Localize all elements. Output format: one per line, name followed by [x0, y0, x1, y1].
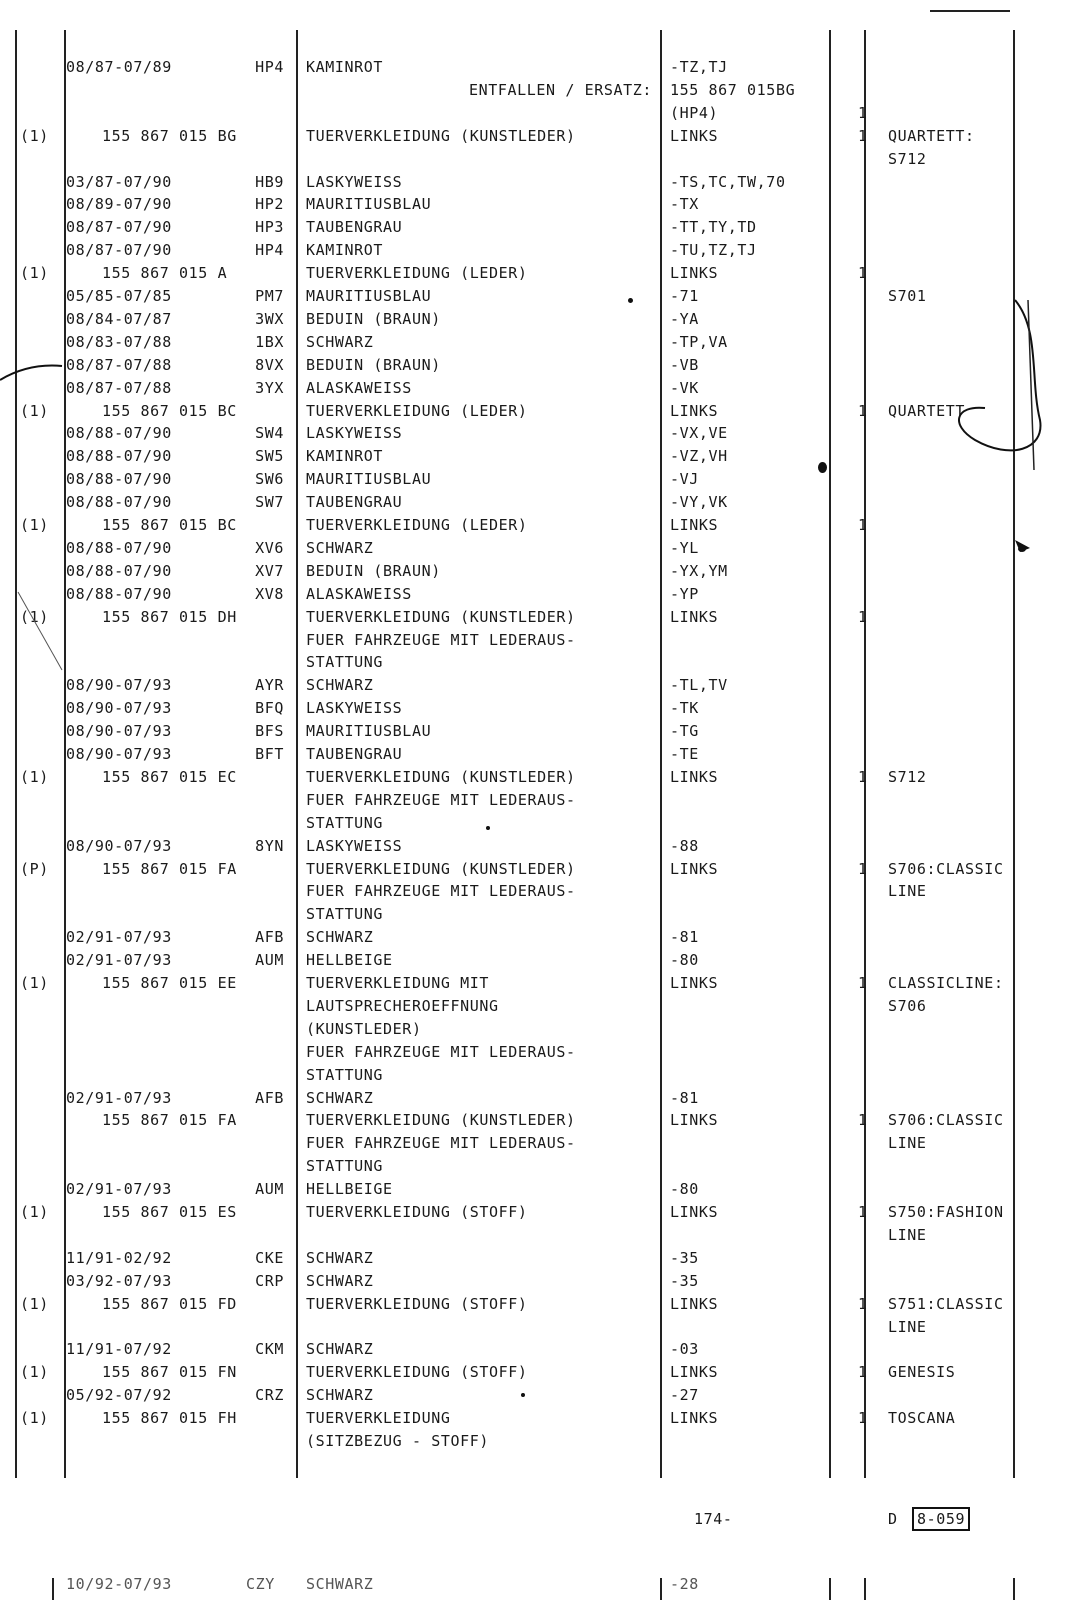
- scan-speck: [521, 1393, 525, 1397]
- scan-speck: [818, 462, 827, 473]
- color-code: SW5: [255, 447, 284, 466]
- description: SCHWARZ: [306, 1271, 374, 1290]
- table-row: [0, 974, 1084, 997]
- row-marker: (1): [20, 401, 49, 420]
- remark: S751:CLASSIC: [888, 1294, 1004, 1313]
- table-row: [0, 58, 1084, 81]
- description: FUER FAHRZEUGE MIT LEDERAUS-: [306, 1134, 576, 1153]
- scan-speck: [1018, 546, 1026, 552]
- remark: LINE: [888, 1225, 927, 1244]
- table-row: [0, 1066, 1084, 1089]
- row-marker: (1): [20, 1294, 49, 1313]
- variant-code: (HP4): [670, 103, 719, 122]
- remark: S712: [888, 149, 927, 168]
- part-number: 155 867 015 BC: [102, 516, 237, 534]
- section-letter: D: [888, 1510, 898, 1528]
- row-marker: (1): [20, 1409, 49, 1428]
- description: SCHWARZ: [306, 1088, 374, 1107]
- color-code: SW6: [255, 470, 284, 489]
- description: TUERVERKLEIDUNG (KUNSTLEDER): [306, 1111, 576, 1130]
- table-row: [0, 860, 1084, 883]
- table-row: [0, 653, 1084, 676]
- description: BEDUIN (BRAUN): [306, 355, 441, 374]
- table-row: [0, 287, 1084, 310]
- description: FUER FAHRZEUGE MIT LEDERAUS-: [306, 1042, 576, 1061]
- table-row: [0, 1134, 1084, 1157]
- variant-code: -TG: [670, 722, 699, 741]
- color-code: HP2: [255, 195, 284, 214]
- scan-speck: [486, 826, 490, 830]
- part-number: 155 867 015 EE: [102, 974, 237, 992]
- variant-code: -YP: [670, 584, 699, 603]
- table-row: [0, 173, 1084, 196]
- color-code: 3YX: [255, 378, 284, 397]
- date-code: 05/85-07/85: [66, 287, 172, 305]
- description: TAUBENGRAU: [306, 218, 403, 237]
- table-row: [0, 379, 1084, 402]
- description: TUERVERKLEIDUNG: [306, 1409, 451, 1428]
- description: TUERVERKLEIDUNG (STOFF): [306, 1203, 528, 1221]
- table-row: [0, 493, 1084, 516]
- table-row: [0, 1226, 1084, 1249]
- description: KAMINROT: [306, 447, 384, 466]
- next-right-rule: [1013, 1578, 1015, 1600]
- date-code: 08/89-07/90: [66, 195, 172, 214]
- date-code: 08/90-07/93: [66, 699, 172, 718]
- variant-code: -80: [670, 951, 699, 970]
- variant-code: -TU,TZ,TJ: [670, 241, 757, 260]
- variant-code: -YX,YM: [670, 561, 728, 580]
- color-code: BFQ: [255, 699, 284, 718]
- table-row: [0, 1089, 1084, 1112]
- description: LASKYWEISS: [306, 699, 403, 718]
- date-code: 02/91-07/93: [66, 1088, 172, 1107]
- remark: QUARTETT:: [888, 126, 975, 145]
- date-code: 08/90-07/93: [66, 836, 172, 855]
- table-row: [0, 218, 1084, 241]
- variant-code: LINKS: [670, 859, 719, 878]
- part-number: 155 867 015 BG: [102, 126, 237, 145]
- date-code: 02/91-07/93: [66, 1180, 172, 1199]
- table-row: [0, 150, 1084, 173]
- description: LAUTSPRECHEROEFFNUNG: [306, 996, 499, 1015]
- quantity: 1: [858, 767, 868, 786]
- remark: S750:FASHION: [888, 1203, 1004, 1221]
- color-code: 8VX: [255, 355, 284, 374]
- next-qty-left-rule: [829, 1578, 831, 1600]
- quantity: 1: [858, 1203, 868, 1221]
- date-code: 08/87-07/89: [66, 58, 172, 76]
- quantity: 1: [858, 103, 868, 122]
- description: ALASKAWEISS: [306, 378, 412, 397]
- part-number: 155 867 015 FA: [102, 1111, 237, 1130]
- table-row: [0, 562, 1084, 585]
- table-row: [0, 608, 1084, 631]
- table-row: [0, 333, 1084, 356]
- remark: S706:CLASSIC: [888, 859, 1004, 878]
- quantity: 1: [858, 1294, 868, 1313]
- next-ctr-rule: [660, 1578, 662, 1600]
- table-row: [0, 1111, 1084, 1134]
- date-code: 08/88-07/90: [66, 538, 172, 557]
- date-code: 08/90-07/93: [66, 745, 172, 763]
- date-code: 08/87-07/90: [66, 218, 172, 237]
- part-number: 155 867 015 FD: [102, 1294, 237, 1313]
- table-row: [0, 424, 1084, 447]
- table-row: [0, 631, 1084, 654]
- color-code: AUM: [255, 1180, 284, 1199]
- next-left-rule: [52, 1578, 54, 1600]
- description: LASKYWEISS: [306, 836, 403, 855]
- table-row: [0, 104, 1084, 127]
- table-row: [0, 470, 1084, 493]
- variant-code: -80: [670, 1180, 699, 1199]
- description: STATTUNG: [306, 813, 384, 832]
- date-code: 11/91-02/92: [66, 1248, 172, 1267]
- variant-code: -VK: [670, 378, 699, 397]
- description: SCHWARZ: [306, 1386, 374, 1405]
- description: SCHWARZ: [306, 1340, 374, 1359]
- variant-code: LINKS: [670, 1294, 719, 1313]
- table-row: [0, 1295, 1084, 1318]
- description: SCHWARZ: [306, 676, 374, 695]
- variant-code: LINKS: [670, 1111, 719, 1130]
- table-row: [0, 722, 1084, 745]
- table-row: [0, 814, 1084, 837]
- description: SCHWARZ: [306, 332, 374, 351]
- variant-code: LINKS: [670, 767, 719, 786]
- table-row: [0, 356, 1084, 379]
- description: LASKYWEISS: [306, 424, 403, 443]
- date-code: 08/88-07/90: [66, 470, 172, 489]
- color-code: PM7: [255, 287, 284, 305]
- variant-code: -TT,TY,TD: [670, 218, 757, 237]
- table-row: [0, 768, 1084, 791]
- table-row: [0, 516, 1084, 539]
- description: MAURITIUSBLAU: [306, 287, 432, 305]
- next-page-code: 10/92-07/93: [66, 1575, 172, 1593]
- table-row: [0, 745, 1084, 768]
- color-code: CKE: [255, 1248, 284, 1267]
- description: TAUBENGRAU: [306, 745, 403, 763]
- date-code: 03/87-07/90: [66, 172, 172, 191]
- table-row: [0, 127, 1084, 150]
- description: STATTUNG: [306, 1157, 384, 1176]
- variant-code: -VY,VK: [670, 493, 728, 512]
- page-reference-box: 8-059: [912, 1507, 970, 1531]
- row-marker: (1): [20, 974, 49, 992]
- variant-code: -TS,TC,TW,70: [670, 172, 786, 191]
- variant-code: LINKS: [670, 264, 719, 283]
- row-marker: (1): [20, 767, 49, 786]
- color-code: HP3: [255, 218, 284, 237]
- description: TUERVERKLEIDUNG (LEDER): [306, 401, 528, 420]
- description: LASKYWEISS: [306, 172, 403, 191]
- table-row: [0, 699, 1084, 722]
- date-code: 08/88-07/90: [66, 493, 172, 512]
- table-row: [0, 1203, 1084, 1226]
- remark: LINE: [888, 1317, 927, 1336]
- next-page-ctr: -28: [670, 1575, 699, 1593]
- variant-code: -81: [670, 1088, 699, 1107]
- table-row: [0, 447, 1084, 470]
- part-number: 155 867 015 DH: [102, 607, 237, 626]
- description: SCHWARZ: [306, 928, 374, 947]
- quantity: 1: [858, 1363, 868, 1382]
- remark: S706:CLASSIC: [888, 1111, 1004, 1130]
- date-code: 08/84-07/87: [66, 309, 172, 328]
- color-code: CRP: [255, 1271, 284, 1290]
- description: KAMINROT: [306, 58, 384, 76]
- remark: TOSCANA: [888, 1409, 956, 1428]
- color-code: HP4: [255, 241, 284, 260]
- quantity: 1: [858, 516, 868, 534]
- quantity: 1: [858, 607, 868, 626]
- color-code: CKM: [255, 1340, 284, 1359]
- variant-code: -YA: [670, 309, 699, 328]
- color-code: SW4: [255, 424, 284, 443]
- page-number: 174-: [694, 1510, 733, 1528]
- variant-code: -88: [670, 836, 699, 855]
- description: KAMINROT: [306, 241, 384, 260]
- part-number: 155 867 015 ES: [102, 1203, 237, 1221]
- remark: GENESIS: [888, 1363, 956, 1382]
- table-row: [0, 1363, 1084, 1386]
- row-marker: (1): [20, 1363, 49, 1382]
- quantity: 1: [858, 859, 868, 878]
- variant-code: -VZ,VH: [670, 447, 728, 466]
- table-row: [0, 241, 1084, 264]
- variant-code: -81: [670, 928, 699, 947]
- table-row: [0, 882, 1084, 905]
- date-code: 02/91-07/93: [66, 928, 172, 947]
- description: MAURITIUSBLAU: [306, 195, 432, 214]
- table-row: [0, 951, 1084, 974]
- date-code: 08/87-07/90: [66, 241, 172, 260]
- variant-code: LINKS: [670, 1203, 719, 1221]
- table-row: [0, 1272, 1084, 1295]
- date-code: 08/83-07/88: [66, 332, 172, 351]
- table-row: [0, 310, 1084, 333]
- quantity: 1: [858, 1409, 868, 1428]
- variant-code: LINKS: [670, 401, 719, 420]
- variant-code: -VX,VE: [670, 424, 728, 443]
- table-row: [0, 1043, 1084, 1066]
- description: TUERVERKLEIDUNG (KUNSTLEDER): [306, 767, 576, 786]
- description: HELLBEIGE: [306, 1180, 393, 1199]
- variant-code: -35: [670, 1248, 699, 1267]
- table-row: [0, 195, 1084, 218]
- variant-code: -35: [670, 1271, 699, 1290]
- color-code: 8YN: [255, 836, 284, 855]
- date-code: 02/91-07/93: [66, 951, 172, 970]
- remark: CLASSICLINE:: [888, 974, 1004, 992]
- variant-code: -TK: [670, 699, 699, 718]
- row-marker: (1): [20, 516, 49, 534]
- description: BEDUIN (BRAUN): [306, 561, 441, 580]
- remark: QUARTETT: [888, 401, 966, 420]
- variant-code: -TE: [670, 745, 699, 763]
- description: TUERVERKLEIDUNG MIT: [306, 974, 489, 992]
- remark: S706: [888, 996, 927, 1015]
- description: ENTFALLEN / ERSATZ:: [469, 80, 652, 99]
- table-row: [0, 402, 1084, 425]
- variant-code: LINKS: [670, 607, 719, 626]
- description: TUERVERKLEIDUNG (KUNSTLEDER): [306, 126, 576, 145]
- row-marker: (1): [20, 264, 49, 283]
- row-marker: (P): [20, 859, 49, 878]
- color-code: BFT: [255, 745, 284, 763]
- variant-code: -03: [670, 1340, 699, 1359]
- variant-code: -TZ,TJ: [670, 58, 728, 76]
- row-marker: (1): [20, 126, 49, 145]
- variant-code: LINKS: [670, 1409, 719, 1428]
- table-row: [0, 1432, 1084, 1455]
- description: STATTUNG: [306, 653, 384, 672]
- table-row: [0, 1180, 1084, 1203]
- description: TUERVERKLEIDUNG (KUNSTLEDER): [306, 859, 576, 878]
- variant-code: -YL: [670, 538, 699, 557]
- part-number: 155 867 015 A: [102, 264, 228, 283]
- description: STATTUNG: [306, 1065, 384, 1084]
- description: SCHWARZ: [306, 538, 374, 557]
- part-number: 155 867 015 FH: [102, 1409, 237, 1428]
- variant-code: -TX: [670, 195, 699, 214]
- table-row: [0, 676, 1084, 699]
- remark: LINE: [888, 1134, 927, 1153]
- color-code: 3WX: [255, 309, 284, 328]
- variant-code: LINKS: [670, 126, 719, 145]
- quantity: 1: [858, 401, 868, 420]
- color-code: SW7: [255, 493, 284, 512]
- description: TUERVERKLEIDUNG (KUNSTLEDER): [306, 607, 576, 626]
- description: TUERVERKLEIDUNG (LEDER): [306, 264, 528, 283]
- color-code: HP4: [255, 58, 284, 76]
- table-row: [0, 81, 1084, 104]
- table-row: [0, 1020, 1084, 1043]
- description: SCHWARZ: [306, 1248, 374, 1267]
- color-code: AFB: [255, 928, 284, 947]
- remark: LINE: [888, 882, 927, 901]
- top-right-mark: [930, 10, 1010, 12]
- color-code: BFS: [255, 722, 284, 741]
- table-row: [0, 1340, 1084, 1363]
- date-code: 05/92-07/92: [66, 1386, 172, 1405]
- color-code: XV7: [255, 561, 284, 580]
- description: FUER FAHRZEUGE MIT LEDERAUS-: [306, 882, 576, 901]
- date-code: 08/90-07/93: [66, 676, 172, 695]
- description: TUERVERKLEIDUNG (LEDER): [306, 516, 528, 534]
- quantity: 1: [858, 264, 868, 283]
- color-code: XV8: [255, 584, 284, 603]
- next-page-suffix: CZY: [246, 1575, 275, 1593]
- table-row: [0, 791, 1084, 814]
- variant-code: -TP,VA: [670, 332, 728, 351]
- scan-speck: [628, 298, 633, 303]
- table-row: [0, 539, 1084, 562]
- description: MAURITIUSBLAU: [306, 722, 432, 741]
- row-marker: (1): [20, 607, 49, 626]
- row-marker: (1): [20, 1203, 49, 1221]
- variant-code: LINKS: [670, 974, 719, 992]
- date-code: 08/87-07/88: [66, 378, 172, 397]
- description: STATTUNG: [306, 905, 384, 924]
- table-row: [0, 1249, 1084, 1272]
- date-code: 08/88-07/90: [66, 584, 172, 603]
- color-code: XV6: [255, 538, 284, 557]
- description: FUER FAHRZEUGE MIT LEDERAUS-: [306, 790, 576, 809]
- part-number: 155 867 015 EC: [102, 767, 237, 786]
- part-number: 155 867 015 BC: [102, 401, 237, 420]
- variant-code: -71: [670, 287, 699, 305]
- variant-code: 155 867 015BG: [670, 80, 796, 99]
- variant-code: -27: [670, 1386, 699, 1405]
- color-code: AYR: [255, 676, 284, 695]
- quantity: 1: [858, 974, 868, 992]
- table-row: [0, 1157, 1084, 1180]
- date-code: 08/87-07/88: [66, 355, 172, 374]
- description: MAURITIUSBLAU: [306, 470, 432, 489]
- table-row: [0, 1318, 1084, 1341]
- quantity: 1: [858, 126, 868, 145]
- quantity: 1: [858, 1111, 868, 1130]
- variant-code: -TL,TV: [670, 676, 728, 695]
- table-row: [0, 264, 1084, 287]
- table-row: [0, 997, 1084, 1020]
- description: (SITZBEZUG - STOFF): [306, 1432, 489, 1450]
- date-code: 08/90-07/93: [66, 722, 172, 741]
- table-row: [0, 1409, 1084, 1432]
- part-number: 155 867 015 FA: [102, 859, 237, 878]
- variant-code: LINKS: [670, 1363, 719, 1382]
- color-code: CRZ: [255, 1386, 284, 1405]
- description: HELLBEIGE: [306, 951, 393, 970]
- variant-code: -VJ: [670, 470, 699, 489]
- part-number: 155 867 015 FN: [102, 1363, 237, 1382]
- table-row: [0, 905, 1084, 928]
- table-row: [0, 585, 1084, 608]
- remark: S712: [888, 767, 927, 786]
- color-code: AUM: [255, 951, 284, 970]
- date-code: 11/91-07/92: [66, 1340, 172, 1359]
- description: BEDUIN (BRAUN): [306, 309, 441, 328]
- description: (KUNSTLEDER): [306, 1019, 422, 1038]
- date-code: 08/88-07/90: [66, 447, 172, 466]
- table-row: [0, 1386, 1084, 1409]
- description: TAUBENGRAU: [306, 493, 403, 512]
- color-code: 1BX: [255, 332, 284, 351]
- next-page-desc: SCHWARZ: [306, 1575, 374, 1593]
- description: ALASKAWEISS: [306, 584, 412, 603]
- date-code: 08/88-07/90: [66, 561, 172, 580]
- description: TUERVERKLEIDUNG (STOFF): [306, 1363, 528, 1382]
- description: TUERVERKLEIDUNG (STOFF): [306, 1294, 528, 1313]
- variant-code: -VB: [670, 355, 699, 374]
- description: FUER FAHRZEUGE MIT LEDERAUS-: [306, 630, 576, 649]
- date-code: 03/92-07/93: [66, 1271, 172, 1290]
- table-row: [0, 837, 1084, 860]
- next-qty-right-rule: [864, 1578, 866, 1600]
- date-code: 08/88-07/90: [66, 424, 172, 443]
- color-code: AFB: [255, 1088, 284, 1107]
- variant-code: LINKS: [670, 516, 719, 534]
- remark: S701: [888, 287, 927, 305]
- table-row: [0, 928, 1084, 951]
- color-code: HB9: [255, 172, 284, 191]
